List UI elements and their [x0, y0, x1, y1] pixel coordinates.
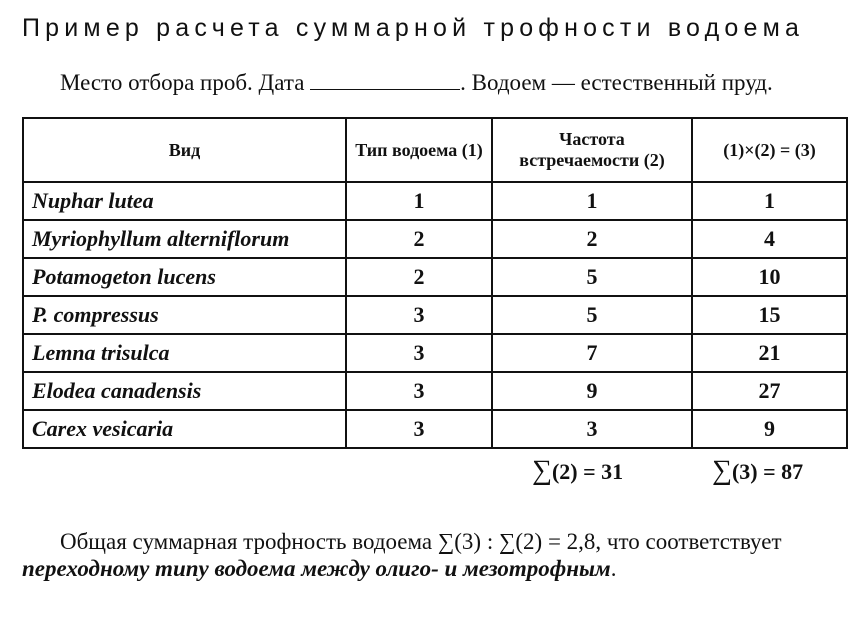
water-type-cell: 2: [346, 258, 492, 296]
water-type-cell: 1: [346, 182, 492, 220]
sum-product-value: (3) = 87: [731, 459, 804, 484]
table-header-row: [23, 118, 847, 182]
conclusion-text-end: .: [610, 556, 617, 581]
conclusion-paragraph: [22, 528, 832, 582]
sum-frequency: [532, 455, 623, 487]
product-cell: 15: [692, 296, 847, 334]
table-row: [23, 220, 847, 258]
species-cell: Carex vesicaria: [23, 410, 346, 448]
species-cell: P. compressus: [23, 296, 346, 334]
header-product: (1)×(2) = (3): [692, 118, 847, 182]
table-row: [23, 410, 847, 448]
sigma-symbol: ∑: [532, 455, 552, 486]
frequency-cell: 3: [492, 410, 692, 448]
date-blank-line: [310, 71, 460, 90]
sampling-info: [60, 70, 850, 96]
species-cell: Elodea canadensis: [23, 372, 346, 410]
product-cell: 10: [692, 258, 847, 296]
frequency-cell: 5: [492, 258, 692, 296]
frequency-cell: 2: [492, 220, 692, 258]
water-type-cell: 2: [346, 220, 492, 258]
water-type-cell: 3: [346, 410, 492, 448]
product-cell: 1: [692, 182, 847, 220]
sum-product: [712, 455, 803, 487]
table-row: [23, 182, 847, 220]
sampling-info-suffix: . Водоем — естественный пруд.: [460, 70, 773, 95]
frequency-cell: 5: [492, 296, 692, 334]
table-row: [23, 296, 847, 334]
frequency-cell: 9: [492, 372, 692, 410]
conclusion-water-type: переходному типу водоема между олиго- и мезотрофным: [22, 556, 611, 581]
product-cell: 27: [692, 372, 847, 410]
header-species: Вид: [23, 118, 346, 182]
species-cell: Lemna trisulca: [23, 334, 346, 372]
frequency-cell: 1: [492, 182, 692, 220]
header-water-type: Тип водоема (1): [346, 118, 492, 182]
sum-frequency-value: (2) = 31: [551, 459, 624, 484]
species-cell: Nuphar lutea: [23, 182, 346, 220]
table-row: [23, 258, 847, 296]
species-cell: Myriophyllum alterniflorum: [23, 220, 346, 258]
sampling-info-prefix: Место отбора проб. Дата: [60, 70, 305, 95]
frequency-cell: 7: [492, 334, 692, 372]
conclusion-text-start: Общая суммарная трофность водоема: [60, 529, 438, 554]
table-row: [23, 372, 847, 410]
product-cell: 9: [692, 410, 847, 448]
product-cell: 4: [692, 220, 847, 258]
header-frequency: Частота встречаемости (2): [492, 118, 692, 182]
product-cell: 21: [692, 334, 847, 372]
sigma-symbol: ∑: [712, 455, 732, 486]
page-title: Пример расчета суммарной трофности водоема: [22, 14, 805, 42]
water-type-cell: 3: [346, 334, 492, 372]
water-type-cell: 3: [346, 296, 492, 334]
conclusion-text-middle: , что соответствует: [595, 529, 782, 554]
conclusion-formula: ∑(3) : ∑(2) = 2,8: [437, 529, 596, 554]
water-type-cell: 3: [346, 372, 492, 410]
species-cell: Potamogeton lucens: [23, 258, 346, 296]
table-row: [23, 334, 847, 372]
trophicity-table: [22, 117, 848, 449]
